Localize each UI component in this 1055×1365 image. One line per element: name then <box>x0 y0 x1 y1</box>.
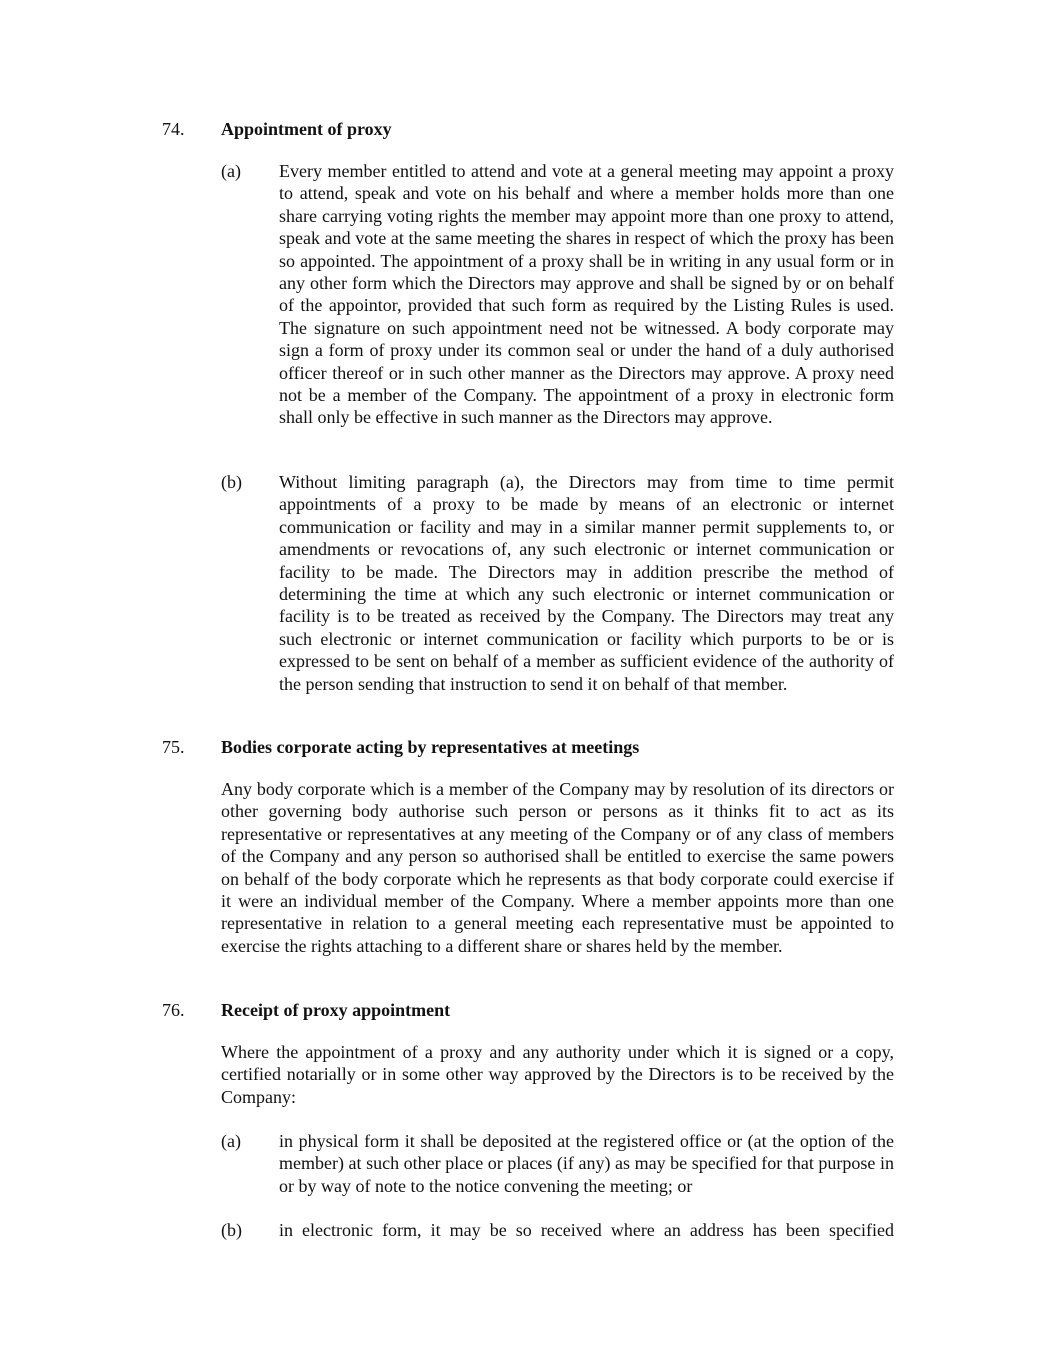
section-heading: Appointment of proxy <box>221 119 392 139</box>
subpara-text: Every member entitled to attend and vote at a general meeting may appoint a proxy to attend, speak and vote on his behalf and where a member holds more than one share carrying voting rights the member may appoint more than one proxy to attend, speak and vote at the same meeting the shares in respect of which the proxy has been so appointed. The appointment of a proxy shall be in writing in any usual form or in any other form which the Directors may approve and shall be signed by or on behalf of the appointor, provided that such form as required by the Listing Rules is used. The signature on such appointment need not be witnessed. A body corporate may sign a form of proxy under its common seal or under the hand of a duly authorised officer thereof or in such other manner as the Directors may approve. A proxy need not be a member of the Company. The appointment of a proxy in electronic form shall only be effective in such manner as the Directors may approve. <box>279 161 894 428</box>
section-body: Where the appointment of a proxy and any authority under which it is signed or a copy, certified notarially or in some other way approved by the Directors is to be received by the Company: <box>221 1042 894 1107</box>
section-number: 75. <box>162 737 185 757</box>
section-number: 76. <box>162 1000 185 1020</box>
subpara-label: (b) <box>221 1220 242 1240</box>
subpara-text: in physical form it shall be deposited at the registered office or (at the option of the member) at such other place or places (if any) as may be specified for that purpose in or by way of note to the notice convening the meeting; or <box>279 1131 894 1196</box>
section-heading: Receipt of proxy appointment <box>221 1000 451 1020</box>
subpara-text: Without limiting paragraph (a), the Directors may from time to time permit appointments of a proxy to be made by means of an electronic or internet communication or facility and may in a similar manner permit supplements to, or amendments or revocations of, any such electronic or internet communication or facility to be made. The Directors may in addition prescribe the method of determining the time at which any such electronic or internet communication or facility is to be treated as received by the Company. The Directors may treat any such electronic or internet communication or facility which purports to be or is expressed to be sent on behalf of a member as sufficient evidence of the authority of the person sending that instruction to send it on behalf of that member. <box>279 472 894 694</box>
subpara-label: (a) <box>221 1131 241 1151</box>
section-body: Any body corporate which is a member of the Company may by resolution of its directors or other governing body authorise such person or persons as it thinks fit to act as its representative or representatives at any meeting of the Company or of any class of members of the Company and any person so authorised shall be entitled to exercise the same powers on behalf of the body corporate which he represents as that body corporate could exercise if it were an individual member of the Company. Where a member appoints more than one representative in relation to a general meeting each representative must be appointed to exercise the rights attaching to a different share or shares held by the member. <box>221 779 894 956</box>
section-heading: Bodies corporate acting by representatives at meetings <box>221 737 640 757</box>
subpara-text: in electronic form, it may be so received where an address has been specified <box>279 1220 894 1240</box>
section-number: 74. <box>162 119 185 139</box>
subpara-label: (b) <box>221 472 242 492</box>
subpara-label: (a) <box>221 161 241 181</box>
